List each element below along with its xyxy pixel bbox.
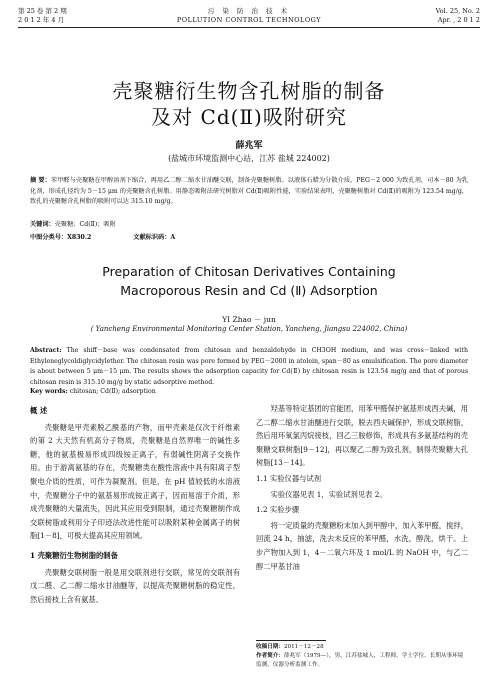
doc-code-value: A [170, 234, 176, 241]
author-bio-label: 作者简介： [256, 653, 284, 659]
abstract-en-label: Abstract: [30, 347, 62, 354]
keywords-en-text: chitosan; Cd(Ⅱ); adsorption [69, 388, 156, 395]
subsection-1-1-paragraph: 实验仪器见表 1，实验试剂见表 2。 [270, 489, 387, 499]
keywords-cn-label: 关键词： [30, 221, 55, 228]
body-column-left [30, 402, 240, 606]
header-rule [18, 27, 480, 28]
section1-paragraph: 壳聚糖交联树脂一般是用交联剂进行交联，常见的交联剂有戊二醛、乙二醇二缩水甘油醚等，以提高壳聚糖树脂的稳定性，然后接枝上含有氨基、 [30, 567, 240, 604]
affiliation-english: ( Yancheng Environmental Monitoring Center Station, Yancheng, Jiangsu 224002, China) [90, 325, 408, 333]
clc-label: 中图分类号： [30, 234, 68, 241]
subsection-1-2-heading: 1.2 实验步骤 [256, 505, 300, 515]
author-chinese: 薛兆军 [235, 141, 263, 151]
affiliation-chinese: (盐城市环境监测中心站，江苏 盐城 224002) [168, 154, 330, 163]
keywords-english [30, 387, 468, 397]
overview-heading: 概 述 [30, 406, 48, 415]
header-volume: Vol. 25, No. 2 Apr. , 2 0 1 2 [435, 7, 480, 24]
keywords-chinese [30, 220, 468, 230]
subsection-1-1-heading: 1.1 实验仪器与试剂 [256, 473, 322, 483]
subsection-1-2-paragraph: 将一定质量的壳聚糖粉末加入到甲醇中，加入苯甲醛，搅拌，回流 24 h，抽滤，洗去未反应的苯甲醛，水洗，醇洗，烘干。上步产物加入到 1，4－二氧六环及 1 mol/L 的 NaOH 中，与乙二醇二甲基甘油 [256, 520, 468, 571]
author-english: YI Zhao － jun [222, 315, 276, 324]
section1-heading: 1 壳聚糖衍生物树脂的制备 [30, 550, 118, 560]
footnote-rule [256, 640, 326, 641]
section1-paragraph-continued: 羟基等特定基团的官能团，用苯甲醛保护氨基形成西夫碱，用乙二醇二缩水甘油醚进行交联，脱去西夫碱保护，形成交联树脂，然后用环氧氯丙烷接枝，回乙三胺修饰，形成具有多氨基结构的壳聚糖交联树脂[9－12]，再以聚乙二醇为致孔剂，制得壳聚糖大孔树脂[13－14]。 [256, 404, 468, 468]
abstract-en-text: The shiff－base was condensated from chitosan and benzaldehyde in CH3OH medium, and was cross－linked with Ethyleneglycoldiglycidylether. The chitosan resin was pore formed by PEG－2000 in atolein, span－80 as emulsification. The pore diameter is about between 5 μm－15 μm. The results shows the adsorption capacity for Cd(Ⅱ) by chitosan resin is 123.54 mg/g and that of porous chitosan resin is 315.10 mg/g by static adsorptive method. [30, 347, 468, 386]
clc-value: X830.2 [67, 234, 92, 241]
footnote [256, 643, 468, 670]
classification [30, 233, 468, 243]
keywords-en-label: Key words: [30, 388, 68, 395]
body-column-right [256, 402, 468, 573]
title-english: Preparation of Chitosan Derivatives Containing Macroporous Resin and Cd (Ⅱ) Adsorption [102, 264, 396, 298]
title-chinese: 壳聚糖衍生物含孔树脂的制备 及对 Cd(Ⅱ)吸附研究 [112, 79, 386, 129]
abstract-english [30, 346, 468, 388]
keywords-cn-text: 壳聚糖；Cd(Ⅱ)；吸附 [54, 221, 116, 228]
abstract-cn-text: 苯甲醛与壳聚糖在甲醇溶剂下缩合，再用乙二醇二缩水甘油醚交联，制备壳聚糖树脂。以液体石蜡为分散介质，PEG－2 000 为致孔剂，司本－80 为乳化剂，形成孔径约为 5－15 μm 的壳聚糖含孔树脂。用静态吸附法研究树脂对 Cd(Ⅱ)吸附性能，实验结果表明，壳聚糖树脂对 Cd(Ⅱ)的吸附为 123.54 mg/g，致孔的壳聚糖含孔树脂的吸附可以达 315.10 mg/g。 [30, 177, 469, 205]
abstract-chinese [30, 176, 468, 208]
received-date: 2011－12－28 [283, 644, 324, 650]
abstract-cn-label: 摘 要： [30, 177, 51, 184]
doc-code-label: 文献标识码： [133, 234, 171, 241]
overview-paragraph: 壳聚糖是甲壳素脱乙酰基的产物，而甲壳素是仅次于纤维素的第 2 大天然有机高分子物质，壳聚糖是自然界唯一的碱性多糖，他的氨基极易形成四级铵正离子，有弱碱性阴离子交换作用。由于游离氨基的存在，壳聚糖类在酸性溶液中具有阳离子型聚电介质的性质，可作为凝聚剂。但是，在 pH 值较低的水溶液中，壳聚糖分子中的氨基易形成铵正离子，因而易溶于介质，形成壳聚糖的大量流失，因此其应用受到限制，通过壳聚糖制作成交联树脂或利用分子印迹法改进性能可以吸附某种金属离子的树脂[1－8]，可极大提高其应用领域。 [30, 422, 240, 541]
header-journal-name: 污 染 防 治 技 术 POLLUTION CONTROL TECHNOLOGY [176, 7, 322, 24]
received-label: 收稿日期： [256, 644, 284, 650]
author-bio: 薛兆军（1979—），男，江苏盐城人，工程师，学士学位，长期从事环境监测，仪器分析监测工作。 [256, 653, 464, 668]
header-journal-issue: 第 25 卷 第 2 期 2 0 1 2 年 4 月 [18, 7, 67, 24]
